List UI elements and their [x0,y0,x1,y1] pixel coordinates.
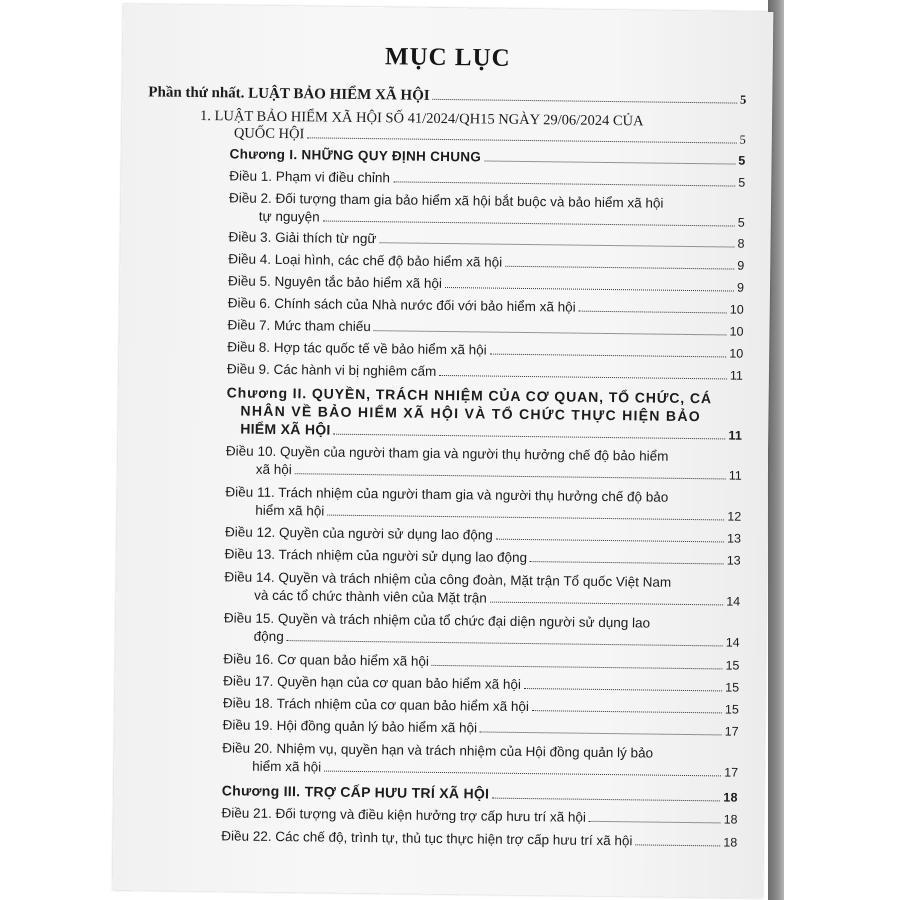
toc-article-10-line1: Điều 10. Quyền của người tham gia và người thụ hưởng chế độ bảo hiểm [225,443,669,464]
toc-article-16[interactable] [223,651,739,672]
toc-article-label: Điều 3. Giải thích từ ngữ [228,229,377,247]
toc-article-17[interactable] [223,673,739,694]
toc-article-label: hiểm xã hội [252,758,322,775]
leader-dots [393,181,735,186]
toc-article-5[interactable] [228,273,744,294]
toc-article-1[interactable] [229,168,745,189]
leader-dots [327,515,724,521]
toc-article-10[interactable] [256,462,742,483]
leader-dots [307,137,736,143]
toc-page-number: 11 [728,428,743,443]
toc-page-number: 11 [728,468,742,483]
leader-dots [379,242,734,247]
toc-article-8[interactable] [227,339,743,360]
leader-dots [295,473,726,479]
leader-dots [484,160,735,164]
leader-dots [323,221,735,227]
toc-article-label: Điều 5. Nguyên tắc bảo hiểm xã hội [227,273,443,291]
toc-article-label: Điều 8. Hợp tác quốc tế về bảo hiểm xã hội [227,339,487,358]
toc-article-19[interactable] [223,717,739,738]
toc-article-7[interactable] [227,317,743,338]
leader-dots [324,771,721,777]
toc-article-9[interactable] [227,361,743,382]
toc-article-4[interactable] [228,251,744,272]
toc-chapter-3[interactable] [222,782,738,804]
toc-article-14[interactable] [254,588,740,609]
toc-article-label: Điều 7. Mức tham chiếu [227,317,371,335]
toc-page-number: 9 [737,258,745,273]
toc-article-label: Điều 22. Các chế độ, trình tự, thủ tục thực hiện trợ cấp hưu trí xã hội [221,828,633,849]
toc-article-label: Điều 21. Đối tượng và điều kiện hưởng trợ cấp hưu trí xã hội [221,805,586,825]
leader-dots [532,710,722,713]
toc-page-number: 5 [739,132,746,147]
toc-page [113,4,774,898]
toc-article-2[interactable] [259,209,745,230]
toc-chapter-label: Chương I. NHỮNG QUY ĐỊNH CHUNG [229,146,482,165]
toc-part-1-label: Phần thứ nhất. LUẬT BẢO HIỂM XÃ HỘI [148,84,430,104]
toc-page-number: 8 [737,236,745,251]
toc-chapter-1[interactable] [230,146,746,167]
toc-article-label: Điều 9. Các hành vi bị nghiêm cấm [226,361,437,379]
toc-article-13[interactable] [225,546,741,567]
leader-dots [374,330,727,335]
toc-page-number: 18 [723,812,738,827]
leader-dots [490,602,723,606]
toc-page-number: 14 [725,635,740,650]
toc-chapter-label: HIỂM XÃ HỘI [240,420,331,438]
leader-dots [480,731,722,735]
toc-law-line1: 1. LUẬT BẢO HIỂM XÃ HỘI SỐ 41/2024/QH15 NGÀY 29/06/2024 CỦA [199,108,644,130]
toc-article-12[interactable] [225,524,741,545]
toc-page-number: 18 [723,790,738,805]
toc-law[interactable] [234,125,746,148]
toc-law-label: QUỐC HỘI [233,125,305,143]
toc-page-number: 18 [723,835,738,850]
toc-page-number: 5 [738,175,746,190]
toc-page-number: 13 [726,553,741,568]
toc-page-number: 9 [736,280,745,295]
page-title: MỤC LỤC [384,43,511,72]
toc-page-number: 13 [726,531,742,546]
toc-chapter-2-line2: NHÂN VỀ BẢO HIỂM XÃ HỘI VÀ TỔ CHỨC THỰC HIỆN BẢO [240,402,702,425]
leader-dots [492,798,720,802]
toc-article-label: tự nguyện [258,208,320,225]
leader-dots [635,844,720,846]
toc-article-label: Điều 12. Quyền của người sử dụng lao động [224,524,493,543]
leader-dots [524,688,722,691]
toc-page-number: 17 [724,765,739,780]
toc-article-label: và các tổ chức thành viên của Mặt trận [254,587,487,606]
leader-dots [496,539,724,543]
toc-page-number: 5 [737,215,745,230]
toc-article-label: Điều 17. Quyền hạn của cơ quan bảo hiểm xã hội [223,673,522,692]
toc-article-label: Điều 16. Cơ quan bảo hiểm xã hội [223,651,430,669]
toc-article-11-line1: Điều 11. Trách nhiệm của người tham gia và người thụ hưởng chế độ bảo [225,484,669,505]
leader-dots [490,354,727,358]
toc-article-label: Điều 1. Phạm vi điều chỉnh [229,168,391,186]
toc-article-label: Điều 4. Loại hình, các chế độ bảo hiểm xã hội [228,251,503,270]
toc-chapter-2-line1: Chương II. QUYỀN, TRÁCH NHIỆM CỦA CƠ QUAN, TỔ CHỨC, CÁ [226,384,713,407]
toc-page-number: 15 [725,658,740,673]
toc-part-1[interactable] [148,84,746,108]
leader-dots [445,287,734,292]
toc-page-number: 14 [726,594,741,609]
toc-article-15-line1: Điều 15. Quyền và trách nhiệm của tổ chức đại diện người sử dụng lao [223,610,651,631]
toc-page-number: 5 [738,153,746,168]
leader-dots [432,665,723,670]
toc-page-number: 12 [727,509,742,524]
toc-page-number: 11 [729,368,744,383]
toc-page-number: 10 [729,302,744,317]
toc-article-20-line1: Điều 20. Nhiệm vụ, quyền hạn và trách nhiệm của Hội đồng quản lý bảo [222,740,654,761]
toc-article-label: động [253,628,284,645]
toc-article-label: Điều 13. Trách nhiệm của người sử dụng lao động [224,546,528,566]
leader-dots [505,266,734,270]
toc-article-11[interactable] [255,503,741,524]
toc-article-6[interactable] [228,295,744,316]
toc-page-number: 15 [725,680,740,695]
toc-article-18[interactable] [223,695,739,716]
toc-page-number: 17 [724,724,739,739]
leader-dots [579,311,727,314]
toc-article-label: Điều 19. Hội đồng quản lý bảo hiểm xã hội [222,717,478,736]
leader-dots [589,821,721,824]
leader-dots [334,434,726,440]
toc-article-label: Điều 6. Chính sách của Nhà nước đối với bảo hiểm xã hội [227,295,576,315]
toc-article-label: Điều 18. Trách nhiệm của cơ quan bảo hiểm xã hội [222,695,530,715]
toc-page-number: 10 [729,324,744,339]
leader-dots [433,99,737,104]
toc-article-label: xã hội [255,461,292,478]
toc-page-number: 15 [724,702,739,717]
leader-dots [287,640,723,646]
toc-chapter-2[interactable] [240,421,742,443]
leader-dots [439,375,727,380]
toc-article-20[interactable] [252,759,738,780]
toc-article-14-line1: Điều 14. Quyền và trách nhiệm của công đoàn, Mặt trận Tổ quốc Việt Nam [224,569,672,590]
toc-page-number: 5 [739,92,747,107]
leader-dots [530,561,724,564]
toc-article-21[interactable] [221,805,737,826]
toc-article-label: hiểm xã hội [255,502,325,519]
toc-article-22[interactable] [221,828,737,849]
toc-chapter-label: Chương III. TRỢ CẤP HƯU TRÍ XÃ HỘI [221,782,490,802]
toc-page-number: 10 [729,346,744,361]
toc-article-15[interactable] [254,629,740,650]
toc-article-3[interactable] [229,229,745,250]
toc-article-2-line1: Điều 2. Đối tượng tham gia bảo hiểm xã hội bắt buộc và bảo hiểm xã hội [228,190,664,211]
